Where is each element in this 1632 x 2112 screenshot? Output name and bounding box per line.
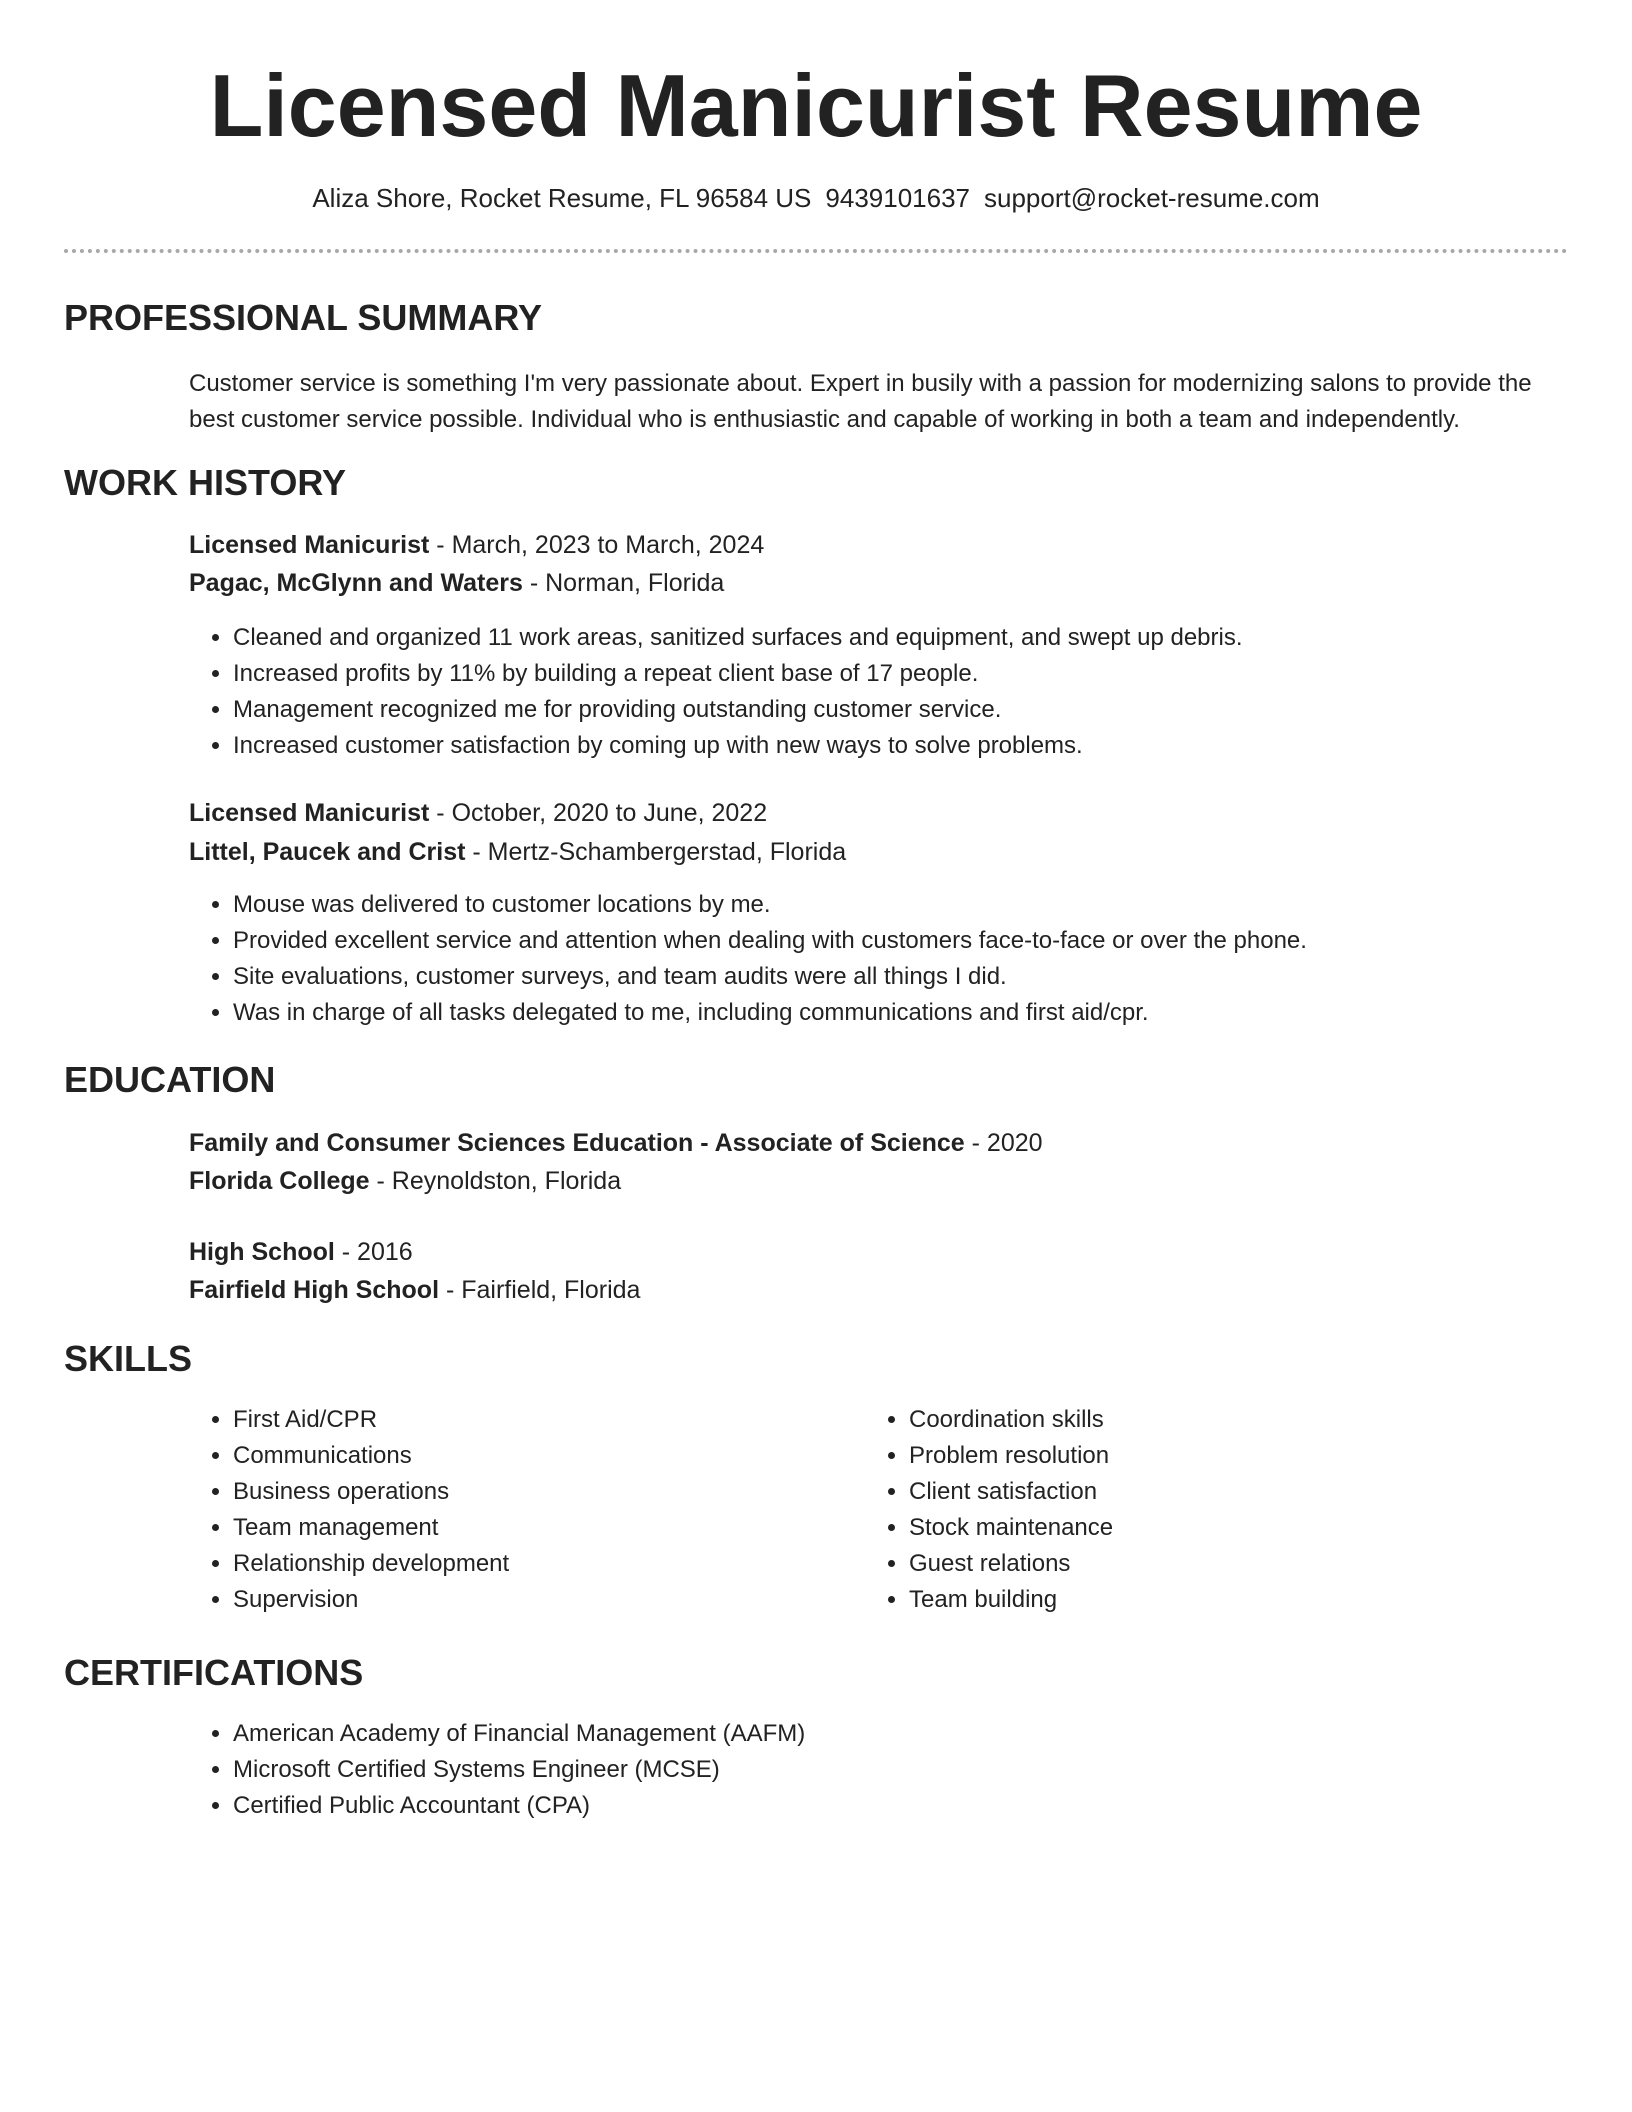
list-item: • Team management — [233, 1510, 509, 1546]
job-2-title: Licensed Manicurist — [189, 799, 430, 827]
list-item: • Management recognized me for providing outstanding customer service. — [233, 692, 1243, 728]
list-item: • Stock maintenance — [909, 1510, 1113, 1546]
job-1-title: Licensed Manicurist — [189, 531, 430, 559]
list-item: • Microsoft Certified Systems Engineer (MCSE) — [233, 1752, 805, 1788]
list-item: • American Academy of Financial Management (AAFM) — [233, 1716, 805, 1752]
education-2-year: - 2016 — [334, 1238, 413, 1266]
resume-title: Licensed Manicurist Resume — [209, 56, 1423, 155]
education-heading: EDUCATION — [64, 1059, 276, 1100]
education-1-degree-line — [189, 1125, 1043, 1161]
job-2-company: Littel, Paucek and Crist — [189, 838, 466, 866]
job-2-bullets — [189, 887, 1307, 1031]
job-2-company-line — [189, 834, 846, 870]
certifications-list — [189, 1716, 805, 1824]
list-item: • Mouse was delivered to customer locations by me. — [233, 887, 1307, 923]
education-2-degree: High School — [189, 1238, 335, 1266]
list-item: • Team building — [909, 1582, 1113, 1618]
skills-right-list — [865, 1402, 1113, 1618]
education-1-school-line — [189, 1163, 621, 1199]
summary-text: Customer service is something I'm very passionate about. Expert in busily with a passion for modernizing salons to provide the best customer service possible. Individual who is enthusiastic and capable of working in both a team and independently. — [189, 370, 1532, 433]
list-item: • Was in charge of all tasks delegated to me, including communications and first aid/cpr. — [233, 995, 1307, 1031]
contact-email: support@rocket-resume.com — [984, 183, 1320, 213]
list-item: • Supervision — [233, 1582, 509, 1618]
list-item: • Communications — [233, 1438, 509, 1474]
list-item: • Problem resolution — [909, 1438, 1113, 1474]
education-1-location: - Reynoldston, Florida — [369, 1167, 622, 1195]
list-item: • Guest relations — [909, 1546, 1113, 1582]
list-item: • First Aid/CPR — [233, 1402, 509, 1438]
job-2-dates: - October, 2020 to June, 2022 — [429, 799, 768, 827]
certifications-heading: CERTIFICATIONS — [64, 1652, 364, 1693]
list-item: • Business operations — [233, 1474, 509, 1510]
list-item: • Provided excellent service and attention when dealing with customers face-to-face or over the phone. — [233, 923, 1307, 959]
contact-address: Aliza Shore, Rocket Resume, FL 96584 US — [312, 183, 812, 213]
contact-line — [0, 181, 1632, 215]
job-1-dates: - March, 2023 to March, 2024 — [429, 531, 765, 559]
education-2-degree-line — [189, 1234, 413, 1270]
list-item: • Client satisfaction — [909, 1474, 1113, 1510]
list-item: • Certified Public Accountant (CPA) — [233, 1788, 805, 1824]
list-item: • Cleaned and organized 11 work areas, sanitized surfaces and equipment, and swept up debris. — [233, 620, 1243, 656]
summary-heading: PROFESSIONAL SUMMARY — [64, 297, 543, 338]
job-1-company-line — [189, 565, 724, 601]
job-2-location: - Mertz-Schambergerstad, Florida — [465, 838, 847, 866]
education-1-school: Florida College — [189, 1167, 370, 1195]
job-1-location: - Norman, Florida — [522, 569, 725, 597]
header-divider — [64, 249, 1568, 253]
job-1-title-line — [189, 527, 764, 563]
skills-heading: SKILLS — [64, 1338, 193, 1379]
list-item: • Increased profits by 11% by building a repeat client base of 17 people. — [233, 656, 1243, 692]
contact-phone: 9439101637 — [825, 183, 971, 213]
skills-left-list — [189, 1402, 509, 1618]
education-2-school-line — [189, 1272, 640, 1308]
job-1-bullets — [189, 620, 1243, 764]
list-item: • Increased customer satisfaction by coming up with new ways to solve problems. — [233, 728, 1243, 764]
job-2-title-line — [189, 795, 767, 831]
education-1-degree: Family and Consumer Sciences Education - Associate of Science — [189, 1129, 965, 1157]
education-1-year: - 2020 — [964, 1129, 1043, 1157]
list-item: • Site evaluations, customer surveys, and team audits were all things I did. — [233, 959, 1307, 995]
education-2-school: Fairfield High School — [189, 1276, 440, 1304]
work-heading: WORK HISTORY — [64, 462, 347, 503]
list-item: • Coordination skills — [909, 1402, 1113, 1438]
education-2-location: - Fairfield, Florida — [439, 1276, 641, 1304]
list-item: • Relationship development — [233, 1546, 509, 1582]
job-1-company: Pagac, McGlynn and Waters — [189, 569, 523, 597]
